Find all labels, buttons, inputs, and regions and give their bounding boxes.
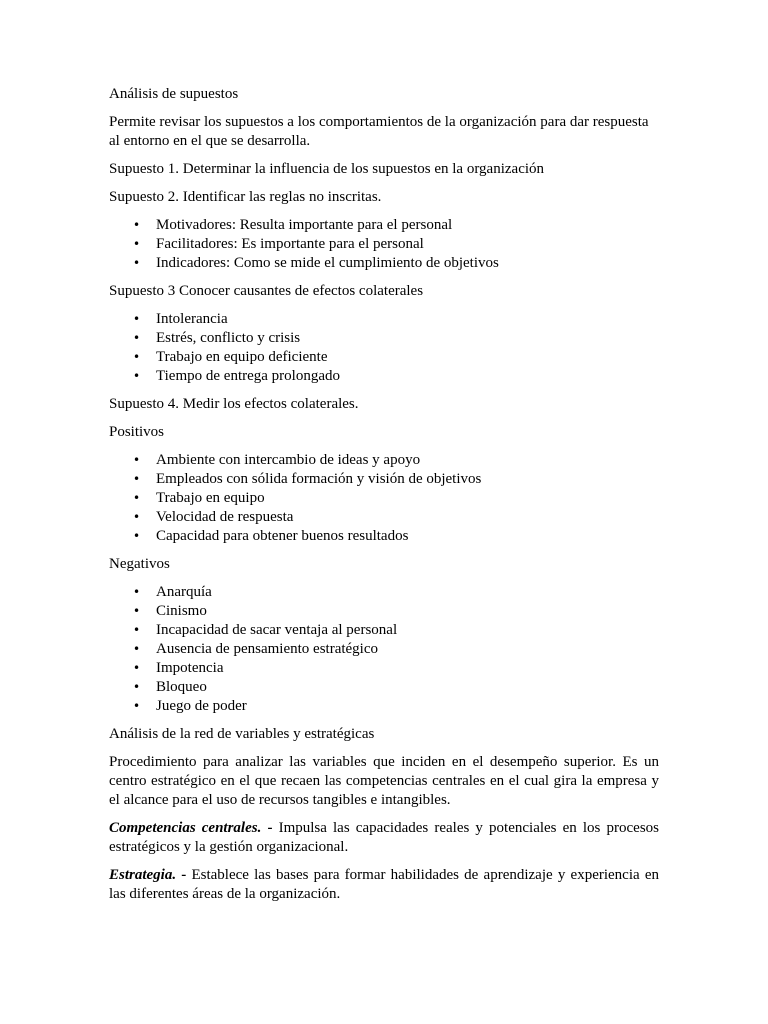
red-paragraph: Procedimiento para analizar las variables que inciden en el desempeño superior. Es un centro estratégico en el que recaen las competencias centrales en el cual gira la empresa y el alcance para el uso de recursos tangibles e intangibles. xyxy=(109,754,659,808)
list-item: • Cinismo xyxy=(109,602,659,621)
estrategia-text: Establece las bases para formar habilidades de aprendizaje y experiencia en las diferentes áreas de la organización. xyxy=(109,867,660,902)
positivos-list xyxy=(109,451,659,546)
list-item: • Motivadores: Resulta importante para el personal xyxy=(109,216,659,235)
list-item: • Ambiente con intercambio de ideas y apoyo xyxy=(109,451,659,470)
section-title: Análisis de supuestos xyxy=(109,86,239,102)
list-item: • Tiempo de entrega prolongado xyxy=(109,367,659,386)
list-item: • Bloqueo xyxy=(109,678,659,697)
supuesto-3-heading: Supuesto 3 Conocer causantes de efectos colaterales xyxy=(109,283,424,299)
supuesto-1: Supuesto 1. Determinar la influencia de los supuestos en la organización xyxy=(109,161,545,177)
estrategia-paragraph xyxy=(109,866,659,904)
list-item: • Trabajo en equipo xyxy=(109,489,659,508)
list-item: • Ausencia de pensamiento estratégico xyxy=(109,640,659,659)
list-item: • Intolerancia xyxy=(109,310,659,329)
estrategia-term: Estrategia. xyxy=(109,867,177,883)
positivos-heading: Positivos xyxy=(109,424,165,440)
competencias-separator: - xyxy=(261,820,279,836)
competencias-term: Competencias centrales. xyxy=(109,820,262,836)
list-item: • Impotencia xyxy=(109,659,659,678)
list-item: • Empleados con sólida formación y visión de objetivos xyxy=(109,470,659,489)
list-item: • Trabajo en equipo deficiente xyxy=(109,348,659,367)
list-item: • Estrés, conflicto y crisis xyxy=(109,329,659,348)
list-item: • Facilitadores: Es importante para el personal xyxy=(109,235,659,254)
list-item: • Capacidad para obtener buenos resultados xyxy=(109,527,659,546)
list-item: • Velocidad de respuesta xyxy=(109,508,659,527)
list-item: • Juego de poder xyxy=(109,697,659,716)
intro-paragraph: Permite revisar los supuestos a los comportamientos de la organización para dar respuesta al entorno en el que se desarrolla. xyxy=(109,114,649,149)
red-title: Análisis de la red de variables y estratégicas xyxy=(109,726,375,742)
document-body xyxy=(109,85,659,913)
negativos-list xyxy=(109,583,659,716)
supuesto-2-heading: Supuesto 2. Identificar las reglas no inscritas. xyxy=(109,189,382,205)
list-item: • Indicadores: Como se mide el cumplimiento de objetivos xyxy=(109,254,659,273)
list-item: • Incapacidad de sacar ventaja al personal xyxy=(109,621,659,640)
supuesto-4: Supuesto 4. Medir los efectos colaterales. xyxy=(109,396,359,412)
estrategia-separator: - xyxy=(176,867,192,883)
negativos-heading: Negativos xyxy=(109,556,170,572)
competencias-paragraph xyxy=(109,819,659,857)
competencias-text: Impulsa las capacidades reales y potenciales en los procesos estratégicos y la gestión organizacional. xyxy=(109,820,659,855)
list-item: • Anarquía xyxy=(109,583,659,602)
supuesto-2-list xyxy=(109,216,659,273)
supuesto-3-list xyxy=(109,310,659,386)
